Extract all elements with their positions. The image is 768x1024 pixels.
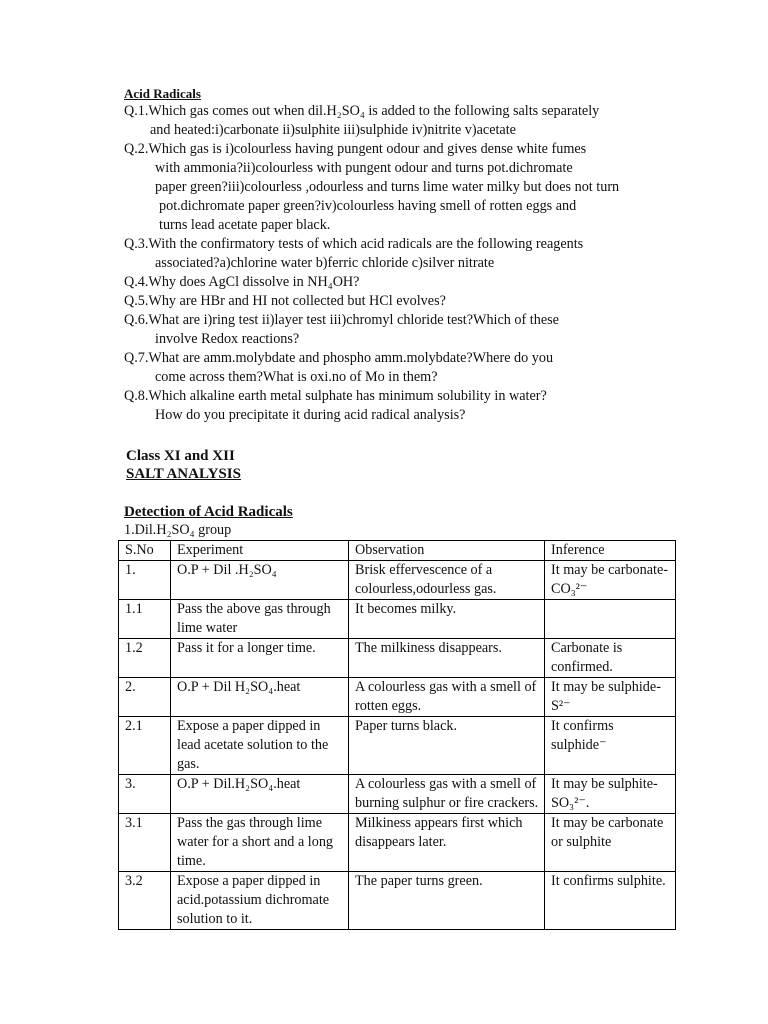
question-8 (124, 387, 547, 425)
question-line: Q.2.Which gas is i)colourless having pungent odour and gives dense white fumes (124, 141, 587, 157)
table-cell: 1.1 (119, 600, 171, 639)
question-line: Q.5.Why are HBr and HI not collected but HCl evolves? (124, 293, 446, 309)
table-row (119, 872, 676, 930)
table-cell: Pass it for a longer time. (171, 639, 349, 678)
question-3 (124, 235, 583, 273)
table-cell: Milkiness appears first which disappears later. (349, 814, 545, 872)
table-cell: Brisk effervescence of a colourless,odourless gas. (349, 561, 545, 600)
acid-radicals-table (118, 540, 676, 930)
table-cell: It may be sulphide-S²⁻ (545, 678, 676, 717)
detection-title: Detection of Acid Radicals (124, 504, 293, 520)
question-7 (124, 349, 553, 387)
question-1 (124, 102, 599, 140)
question-5 (124, 292, 446, 311)
question-4 (124, 273, 359, 292)
header-cell: S.No (119, 541, 171, 561)
table-cell: It may be carbonate or sulphite (545, 814, 676, 872)
question-line: Q.3.With the confirmatory tests of which acid radicals are the following reagents (124, 236, 584, 252)
question-line: with ammonia?ii)colourless with pungent odour and turns pot.dichromate (155, 160, 573, 176)
question-line: Q.1.Which gas comes out when dil.H₂SO₄ is added to the following salts separately (124, 103, 600, 119)
question-line: and heated:i)carbonate ii)sulphite iii)sulphide iv)nitrite v)acetate (150, 122, 516, 138)
table-row (119, 775, 676, 814)
table-cell: Expose a paper dipped in lead acetate solution to the gas. (171, 717, 349, 775)
table-cell: It may be sulphite-SO₃²⁻. (545, 775, 676, 814)
question-line: pot.dichromate paper green?iv)colourless having smell of rotten eggs and (159, 198, 577, 214)
table-cell: 2.1 (119, 717, 171, 775)
table-cell (545, 600, 676, 639)
table-cell: 3. (119, 775, 171, 814)
table-cell: A colourless gas with a smell of burning sulphur or fire crackers. (349, 775, 545, 814)
table-cell: Carbonate is confirmed. (545, 639, 676, 678)
acid-radicals-heading: Acid Radicals (124, 86, 201, 101)
table-cell: It becomes milky. (349, 600, 545, 639)
question-line: Q.4.Why does AgCl dissolve in NH₄OH? (124, 274, 360, 290)
table-header-row (119, 541, 676, 561)
table-row (119, 561, 676, 600)
table-cell: A colourless gas with a smell of rotten eggs. (349, 678, 545, 717)
table-cell: 2. (119, 678, 171, 717)
salt-analysis-title: SALT ANALYSIS (126, 466, 241, 482)
table-cell: Paper turns black. (349, 717, 545, 775)
table-row (119, 678, 676, 717)
question-line: Q.8.Which alkaline earth metal sulphate has minimum solubility in water? (124, 388, 547, 404)
table-cell: It may be carbonate-CO₃²⁻ (545, 561, 676, 600)
table-cell: 3.2 (119, 872, 171, 930)
table-cell: 1.2 (119, 639, 171, 678)
table-cell: O.P + Dil H₂SO₄.heat (171, 678, 349, 717)
table-cell: It confirms sulphite. (545, 872, 676, 930)
header-cell: Inference (545, 541, 676, 561)
table-cell: 3.1 (119, 814, 171, 872)
table-cell: O.P + Dil.H₂SO₄.heat (171, 775, 349, 814)
table-cell: Pass the above gas through lime water (171, 600, 349, 639)
table-row (119, 814, 676, 872)
table-cell: The paper turns green. (349, 872, 545, 930)
table-cell: Expose a paper dipped in acid.potassium dichromate solution to it. (171, 872, 349, 930)
table-cell: 1. (119, 561, 171, 600)
question-line: paper green?iii)colourless ,odourless and turns lime water milky but does not turn (155, 179, 620, 195)
table-cell: It confirms sulphide⁻ (545, 717, 676, 775)
table-row (119, 639, 676, 678)
question-line: Q.7.What are amm.molybdate and phospho amm.molybdate?Where do you (124, 350, 554, 366)
table-row (119, 600, 676, 639)
question-line: How do you precipitate it during acid radical analysis? (155, 407, 466, 423)
question-6 (124, 311, 559, 349)
group-title: 1.Dil.H₂SO₄ group (124, 522, 232, 538)
table-cell: The milkiness disappears. (349, 639, 545, 678)
class-title: Class XI and XII (126, 448, 235, 464)
table-cell: Pass the gas through lime water for a short and a long time. (171, 814, 349, 872)
header-cell: Observation (349, 541, 545, 561)
question-line: Q.6.What are i)ring test ii)layer test iii)chromyl chloride test?Which of these (124, 312, 559, 328)
question-line: involve Redox reactions? (155, 331, 300, 347)
table-row (119, 717, 676, 775)
header-cell: Experiment (171, 541, 349, 561)
question-line: come across them?What is oxi.no of Mo in them? (155, 369, 438, 385)
question-2 (124, 140, 619, 235)
question-line: turns lead acetate paper black. (159, 217, 331, 233)
question-line: associated?a)chlorine water b)ferric chloride c)silver nitrate (155, 255, 495, 271)
table-cell: O.P + Dil .H₂SO₄ (171, 561, 349, 600)
